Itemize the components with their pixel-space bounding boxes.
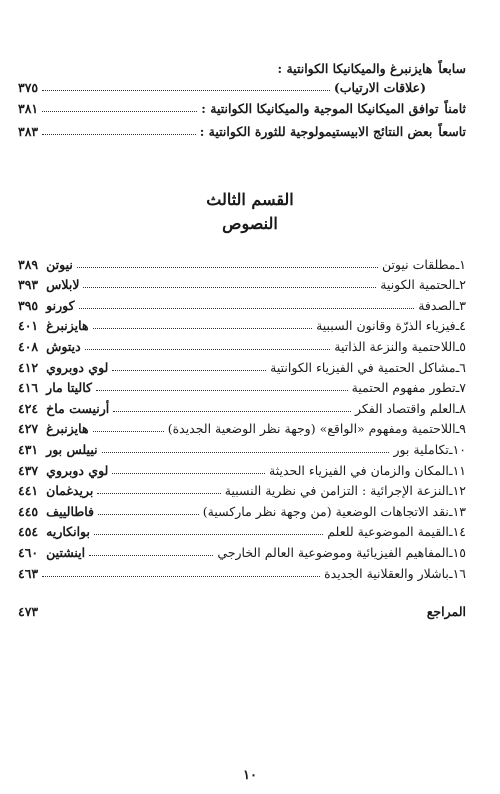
entry-title: المفاهيم الفيزيائية وموضوعية العالم الخارجي <box>217 544 449 560</box>
entry-separator: ـ <box>448 441 453 457</box>
entry-separator: ـ <box>455 297 460 313</box>
entry-number: ٩ <box>459 421 466 437</box>
entry-separator: ـ <box>448 565 453 581</box>
entry-separator: ـ <box>455 421 460 437</box>
entry-author: ديتوش <box>46 338 81 354</box>
page-number: ٣٨١ <box>18 100 39 116</box>
entry-author: كاليتا مار <box>46 380 92 396</box>
entry-separator: ـ <box>448 462 453 478</box>
entry-title: : توافق الميكانيكا الموجية والميكانيكا الكوانتية <box>201 100 439 116</box>
entry-separator: ـ <box>455 359 460 375</box>
entry-title: الصدفة <box>418 297 456 313</box>
text-entry <box>18 316 466 336</box>
leader-dots <box>94 534 323 535</box>
entry-number: ٢ <box>459 277 466 293</box>
entry-number: ١٦ <box>452 565 466 581</box>
page-number: ٤٥٤ <box>18 524 39 540</box>
entry-author: بريدغمان <box>46 483 94 499</box>
entry-separator: ـ <box>455 400 460 416</box>
entry-title: (علاقات الارتياب) <box>333 79 426 95</box>
leader-dots <box>77 267 378 268</box>
entry-author: فاطالييف <box>46 503 94 519</box>
entry-title: اللاحتمية والنزعة الذاتية <box>334 338 456 354</box>
leader-dots <box>79 308 415 309</box>
entry-number: ١ <box>459 256 466 272</box>
part-heading: القسم الثالث <box>206 190 294 209</box>
page-number: ٣٧٥ <box>18 79 39 95</box>
page-number: ٤٤١ <box>18 483 39 499</box>
entry-title: العلم واقتصاد الفكر <box>355 400 456 416</box>
entry-author: بوانكاريه <box>46 524 90 540</box>
page-folio: ١٠ <box>243 768 257 783</box>
leader-dots <box>93 328 313 329</box>
entry-title: القيمة الموضوعية للعلم <box>327 524 449 540</box>
leader-dots <box>89 555 213 556</box>
part-subheading: النصوص <box>222 214 278 233</box>
text-entry <box>18 481 466 501</box>
ordinal-label: تاسعاً <box>438 123 466 139</box>
text-entry <box>18 439 466 459</box>
entry-author: لابلاس <box>46 277 80 293</box>
page-number: ٤٣٧ <box>18 462 39 478</box>
text-entry <box>18 563 466 583</box>
leader-dots <box>42 111 197 112</box>
entry-number: ١٥ <box>452 544 466 560</box>
entry-title: تطور مفهوم الحتمية <box>351 380 456 396</box>
leader-dots <box>42 134 196 135</box>
text-entry <box>18 357 466 377</box>
entry-author: أرنيست ماخ <box>46 400 110 416</box>
entry-title: نقد الاتجاهات الوضعية (من وجهة نظر ماركسية) <box>202 503 449 519</box>
leader-dots <box>97 493 220 494</box>
text-entry <box>18 460 466 480</box>
leader-dots <box>113 411 351 412</box>
entry-title: تكاملية بور <box>393 441 449 457</box>
page-number: ٤٢٤ <box>18 400 39 416</box>
entry-number: ٧ <box>459 380 466 396</box>
text-entry <box>18 542 466 562</box>
ordinal-label: ثامناً <box>444 100 466 116</box>
leader-dots <box>93 431 164 432</box>
text-entry <box>18 336 466 356</box>
entry-title: فيزياء الذرّة وقانون السببية <box>316 318 456 334</box>
entry-title: : بعض النتائج الابيستيمولوجية للثورة الكوانتية <box>199 123 433 139</box>
leader-dots <box>83 287 376 288</box>
page-number: ٤١٦ <box>18 380 39 396</box>
page-number: ٣٩٣ <box>18 277 39 293</box>
entry-title: المكان والزمان في الفيزياء الحديثة <box>269 462 449 478</box>
text-entry <box>18 254 466 274</box>
leader-dots <box>42 576 320 577</box>
toc-row-seventh-cont <box>18 77 466 97</box>
entry-number: ١٤ <box>452 524 466 540</box>
entry-separator: ـ <box>455 338 460 354</box>
entry-title: اللاحتمية ومفهوم «الواقع» (وجهة نظر الوضعية الجديدة) <box>167 421 456 437</box>
entry-number: ١٣ <box>452 503 466 519</box>
entry-title: النزعة الإجرائية : التزامن في نظرية النسبية <box>224 483 449 499</box>
entry-author: لوي دوبروي <box>46 462 109 478</box>
toc-row-references <box>18 601 466 621</box>
leader-dots <box>102 452 390 453</box>
text-entry <box>18 378 466 398</box>
leader-dots <box>42 90 330 91</box>
text-entry <box>18 419 466 439</box>
entry-separator: ـ <box>448 483 453 499</box>
text-entry <box>18 501 466 521</box>
page-number: ٤٦٣ <box>18 565 39 581</box>
toc-row-eighth <box>18 98 466 118</box>
entry-author: هايزنبرغ <box>46 421 89 437</box>
text-entry <box>18 295 466 315</box>
entry-number: ٤ <box>459 318 466 334</box>
entry-number: ١٠ <box>452 441 466 457</box>
leader-dots <box>96 390 348 391</box>
page-number: ٤٠١ <box>18 318 39 334</box>
page-number: ٤٧٣ <box>18 603 39 619</box>
entry-separator: ـ <box>455 380 460 396</box>
leader-dots <box>98 514 199 515</box>
entry-number: ٥ <box>459 338 466 354</box>
entry-author: نييلس بور <box>46 441 98 457</box>
page-number: ٤٠٨ <box>18 338 39 354</box>
entry-author: نيوتن <box>46 256 73 272</box>
entry-number: ٨ <box>459 400 466 416</box>
page-number: ٣٨٩ <box>18 256 39 272</box>
entry-author: كورنو <box>46 297 75 313</box>
references-title: المراجع <box>426 603 466 619</box>
entry-author: هايزنبرغ <box>46 318 89 334</box>
toc-row-ninth <box>18 121 466 141</box>
entry-number: ١٢ <box>452 483 466 499</box>
page-number: ٤١٢ <box>18 359 39 375</box>
leader-dots <box>112 473 265 474</box>
entry-author: لوي دوبروي <box>46 359 109 375</box>
entry-number: ٦ <box>459 359 466 375</box>
page-number: ٤٤٥ <box>18 503 39 519</box>
entry-separator: ـ <box>448 524 453 540</box>
text-entry <box>18 522 466 542</box>
leader-dots <box>85 349 331 350</box>
entry-title: مشاكل الحتمية في الفيزياء الكوانتية <box>270 359 456 375</box>
entry-title: مطلقات نيوتن <box>381 256 456 272</box>
entry-separator: ـ <box>455 256 460 272</box>
entry-title: باشلار والعقلانية الجديدة <box>324 565 449 581</box>
entry-title: الحتمية الكونية <box>380 277 456 293</box>
entry-separator: ـ <box>448 503 453 519</box>
page-number: ٣٨٣ <box>18 123 39 139</box>
leader-dots <box>112 370 266 371</box>
entry-number: ٣ <box>459 297 466 313</box>
entry-number: ١١ <box>452 462 466 478</box>
ordinal-label: سابعاً <box>438 60 466 76</box>
text-entry <box>18 398 466 418</box>
entry-title: : هايزنبرغ والميكانيكا الكوانتية <box>277 60 433 76</box>
page-number: ٤٢٧ <box>18 421 39 437</box>
entry-separator: ـ <box>448 544 453 560</box>
page-number: ٤٦٠ <box>18 544 39 560</box>
entry-separator: ـ <box>455 277 460 293</box>
entry-author: اينشتين <box>46 544 86 560</box>
page-number: ٣٩٥ <box>18 297 39 313</box>
text-entry <box>18 275 466 295</box>
page-number: ٤٣١ <box>18 441 39 457</box>
toc-row-seventh <box>18 58 466 78</box>
entry-separator: ـ <box>455 318 460 334</box>
